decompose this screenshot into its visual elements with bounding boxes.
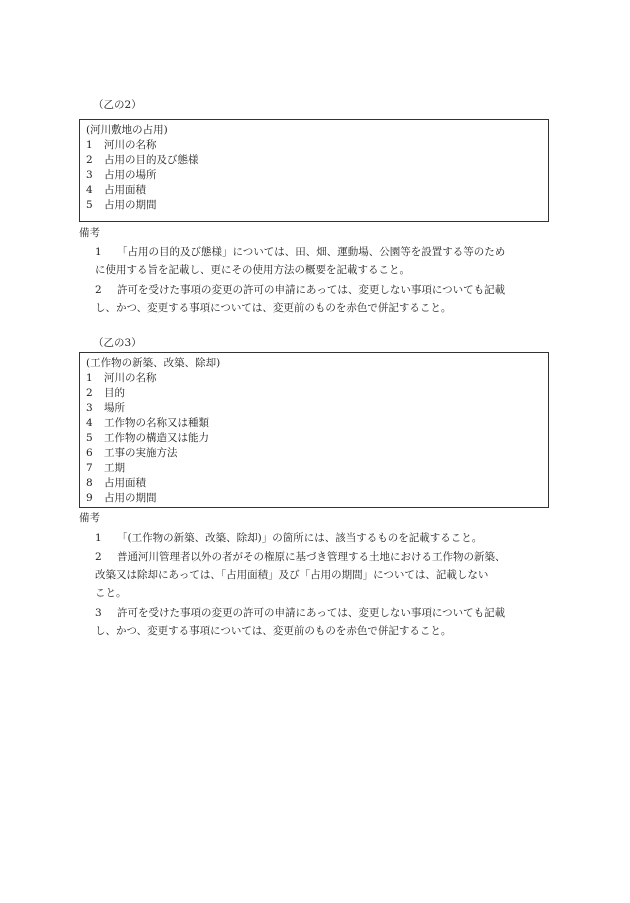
list-item: 5 占用の期間 — [86, 199, 157, 211]
note-item: 3 許可を受けた事項の変更の許可の申請にあっては、変更しない事項についても記載 し、かつ、変更する事項については、変更前のものを赤色で併記すること。 — [95, 607, 506, 637]
box-title: (河川敷地の占用) — [86, 124, 168, 136]
list-item: 1 河川の名称 — [86, 139, 157, 151]
list-item: 4 占用面積 — [86, 184, 146, 196]
note-item: 2 普通河川管理者以外の者がその権原に基づき管理する土地における工作物の新築、 改築又は除却にあっては、「占用面積」及び「占用の期間」については、記載しない こと。 — [95, 551, 506, 599]
list-item: 3 占用の場所 — [86, 169, 157, 181]
note-item: 1 「(工作物の新築、改築、除却)」の箇所には、該当するものを記載すること。 — [95, 532, 483, 544]
note-item: 2 許可を受けた事項の変更の許可の申請にあっては、変更しない事項についても記載 し、かつ、変更する事項については、変更前のものを赤色で併記すること。 — [95, 284, 506, 314]
list-item: 2 目的 — [86, 387, 125, 399]
list-item: 3 場所 — [86, 402, 125, 414]
form-box-otsu-2 — [79, 119, 549, 222]
list-item: 7 工期 — [86, 462, 125, 474]
list-item: 5 工作物の構造又は能力 — [86, 432, 209, 444]
notes-heading: 備考 — [79, 227, 100, 239]
list-item: 2 占用の目的及び態様 — [86, 154, 199, 166]
list-item: 8 占用面積 — [86, 477, 146, 489]
box-title: (工作物の新築、改築、除却) — [86, 357, 221, 369]
list-item: 6 工事の実施方法 — [86, 447, 178, 459]
form-box-otsu-3 — [79, 352, 549, 508]
section-label-otsu-2: （乙の2） — [93, 99, 142, 111]
list-item: 4 工作物の名称又は種類 — [86, 417, 209, 429]
list-item: 1 河川の名称 — [86, 372, 157, 384]
note-item: 1 「占用の目的及び態様」については、田、畑、運動場、公園等を設置する等のため に使用する旨を記載し、更にその使用方法の概要を記載すること。 — [95, 246, 506, 276]
notes-heading: 備考 — [79, 512, 100, 524]
list-item: 9 占用の期間 — [86, 492, 157, 504]
section-label-otsu-3: （乙の3） — [93, 337, 142, 349]
